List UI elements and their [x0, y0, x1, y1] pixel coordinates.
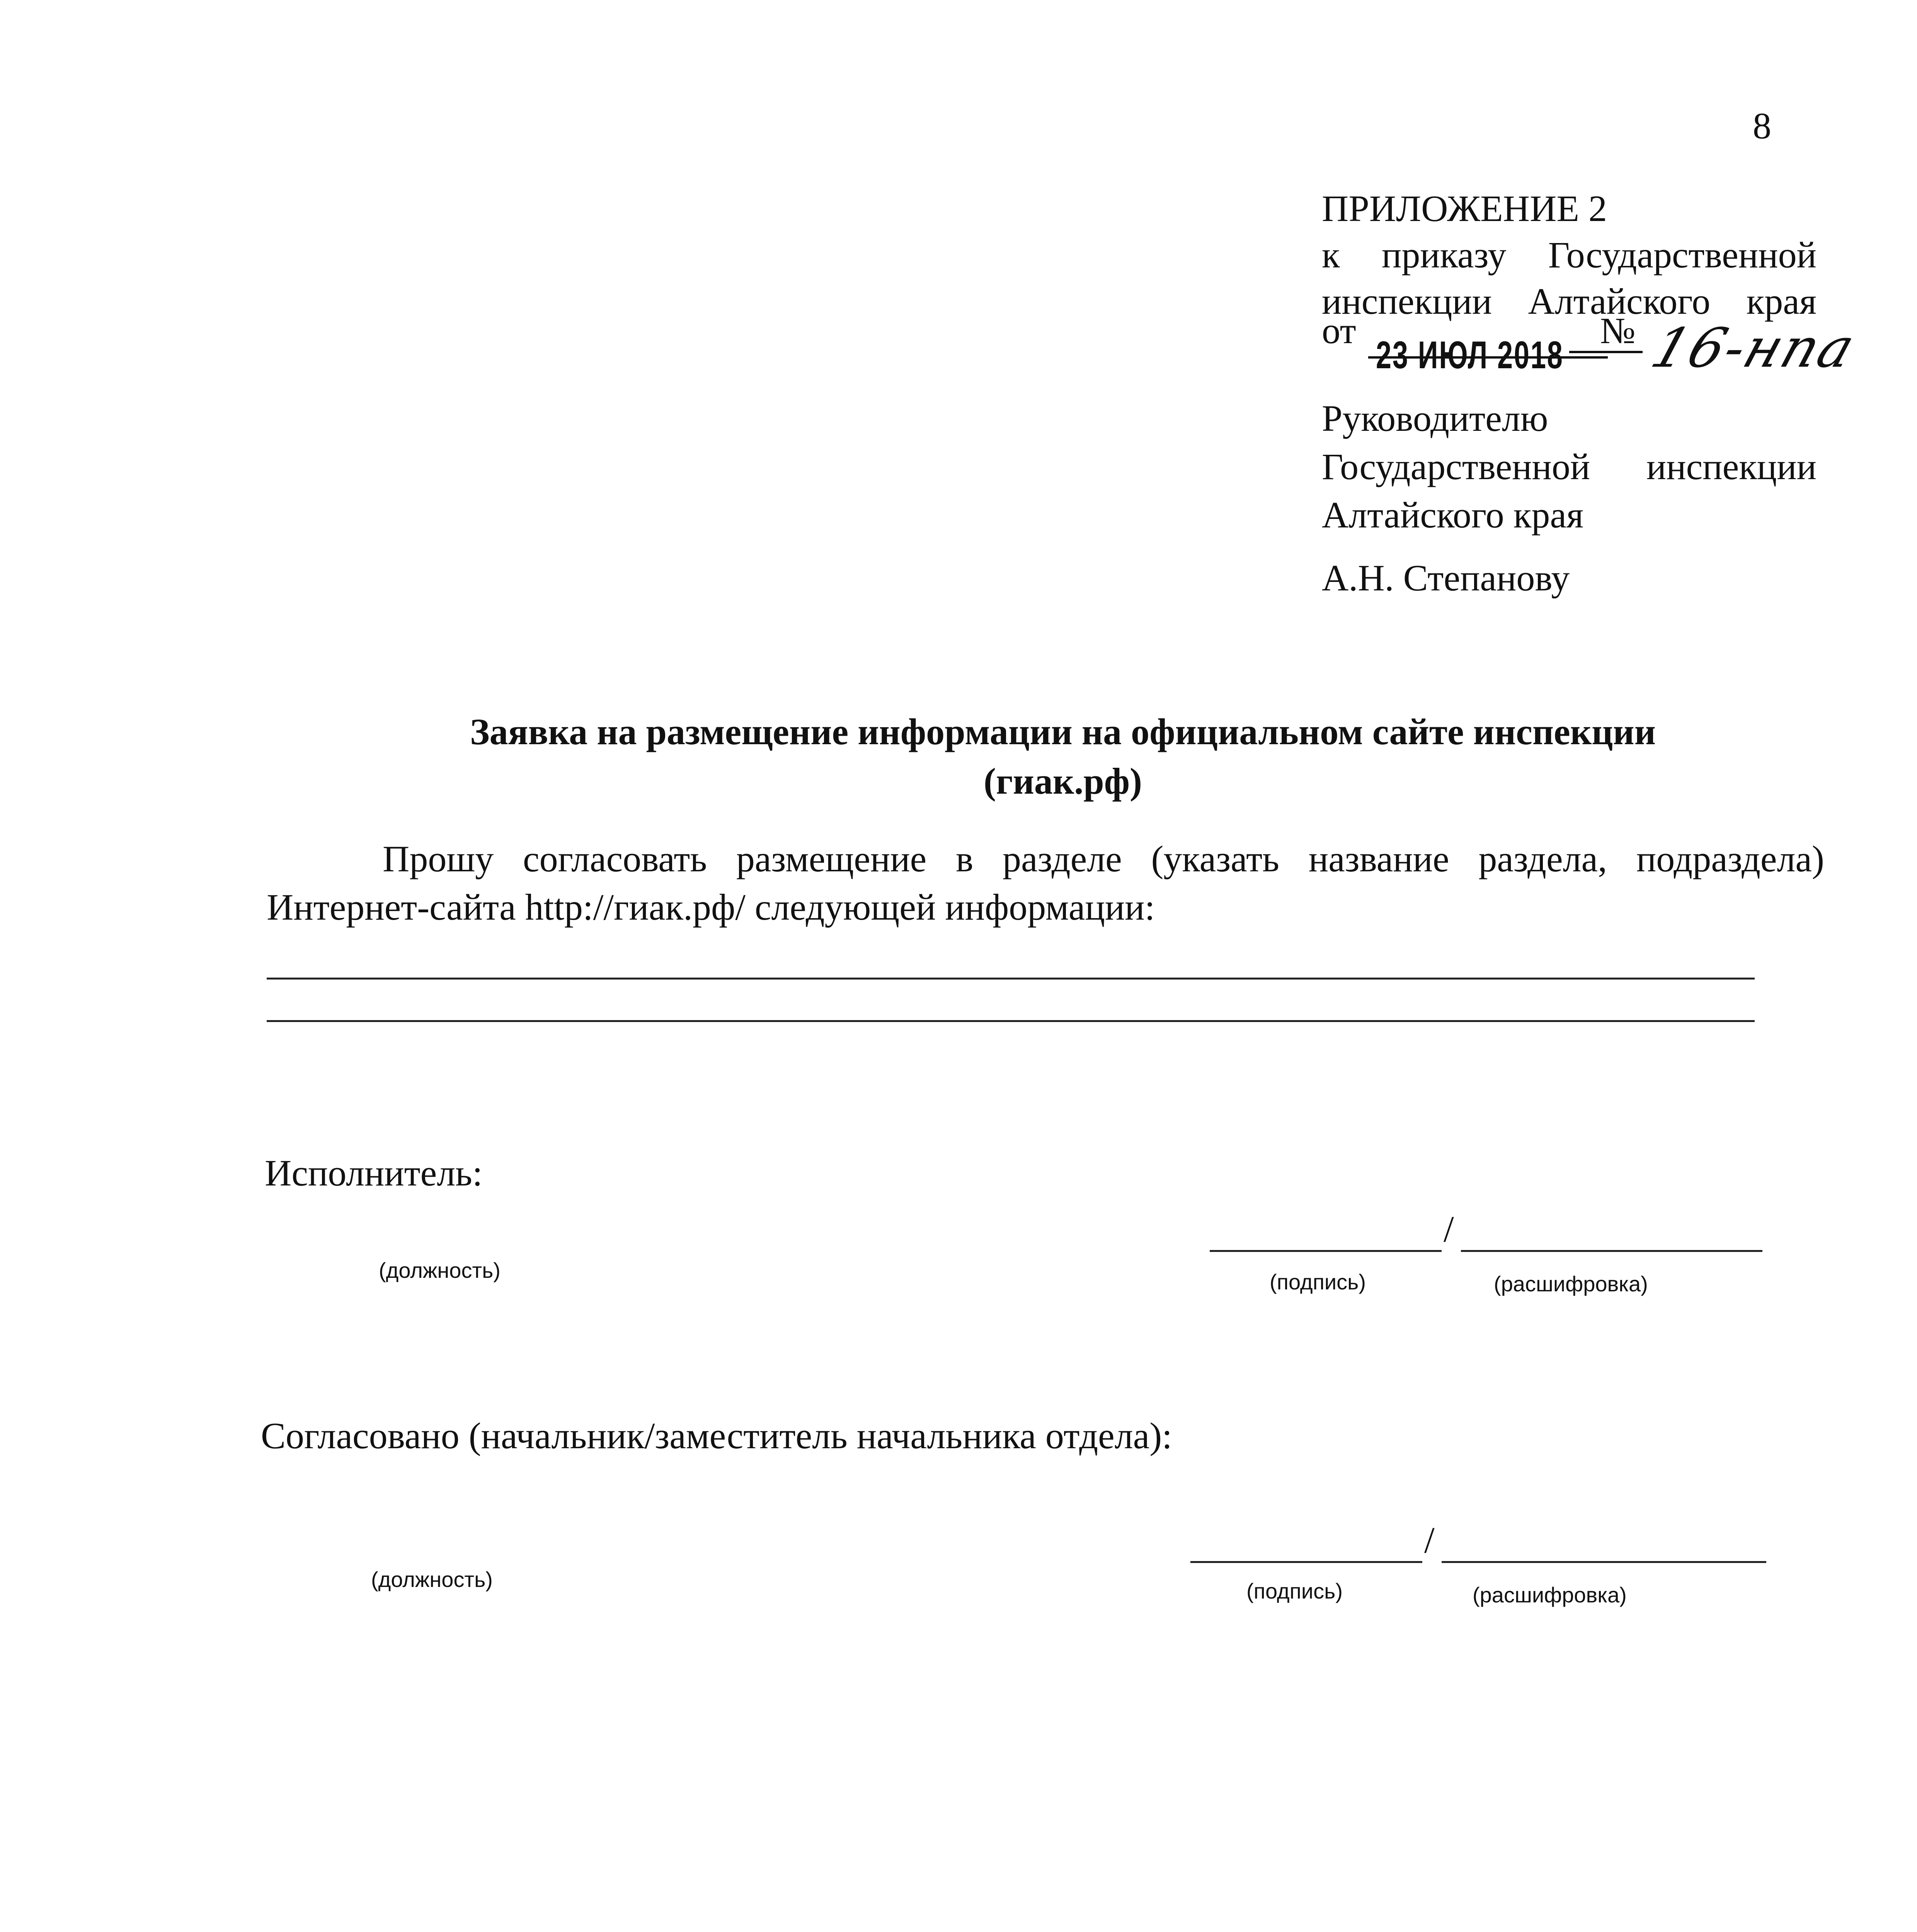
- executor-decode-line[interactable]: [1461, 1250, 1762, 1252]
- request-body: [267, 835, 1824, 931]
- request-body-line-1: Прошу согласовать размещение в разделе (указать название раздела, подраздела): [383, 838, 1824, 879]
- approved-signature-line[interactable]: [1190, 1561, 1422, 1563]
- info-input-line-2[interactable]: [267, 1020, 1755, 1022]
- document-title-line-1: Заявка на размещение информации на официальном сайте инспекции: [470, 711, 1656, 752]
- approved-label: Согласовано (начальник/заместитель начальника отдела):: [261, 1415, 1172, 1456]
- addressee-block: [1322, 394, 1817, 539]
- approved-signature-caption: (подпись): [1246, 1579, 1343, 1603]
- request-body-line-2: Интернет-сайта http://гиак.рф/ следующей информации:: [267, 886, 1155, 928]
- executor-decode-caption: (расшифровка): [1494, 1272, 1648, 1296]
- addressee-line-3: Алтайского края: [1322, 494, 1584, 536]
- executor-label: Исполнитель:: [265, 1152, 483, 1194]
- executor-slash: /: [1444, 1208, 1454, 1250]
- order-date-number: [1322, 309, 1863, 379]
- appendix-title: ПРИЛОЖЕНИЕ 2: [1322, 188, 1607, 229]
- recipient-name: А.Н. Степанову: [1322, 557, 1570, 599]
- info-input-line-1[interactable]: [267, 978, 1755, 980]
- executor-signature-line[interactable]: [1210, 1250, 1442, 1252]
- approved-position-caption: (должность): [371, 1567, 493, 1592]
- order-number-handwritten: 16-нпа: [1644, 317, 1864, 380]
- addressee-line-1: Руководителю: [1322, 398, 1548, 439]
- date-stamp: 23 ИЮЛ 2018: [1376, 333, 1564, 377]
- page-number: 8: [1753, 105, 1771, 146]
- executor-position-caption: (должность): [379, 1258, 501, 1282]
- document-title: [348, 707, 1778, 806]
- date-underline: [1368, 356, 1608, 359]
- date-prefix: от: [1322, 310, 1356, 351]
- approved-decode-line[interactable]: [1442, 1561, 1766, 1563]
- number-sign: №: [1600, 310, 1636, 351]
- approved-decode-caption: (расшифровка): [1473, 1583, 1627, 1607]
- document-title-line-2: (гиак.рф): [984, 760, 1142, 802]
- addressee-line-2: Государственной инспекции: [1322, 446, 1817, 487]
- appendix-order-line: к приказу Государственной: [1322, 234, 1817, 276]
- executor-signature-caption: (подпись): [1270, 1270, 1366, 1294]
- approved-slash: /: [1424, 1519, 1435, 1561]
- appendix-inspection-line: инспекции Алтайского края: [1322, 281, 1817, 322]
- appendix-header: [1322, 185, 1817, 325]
